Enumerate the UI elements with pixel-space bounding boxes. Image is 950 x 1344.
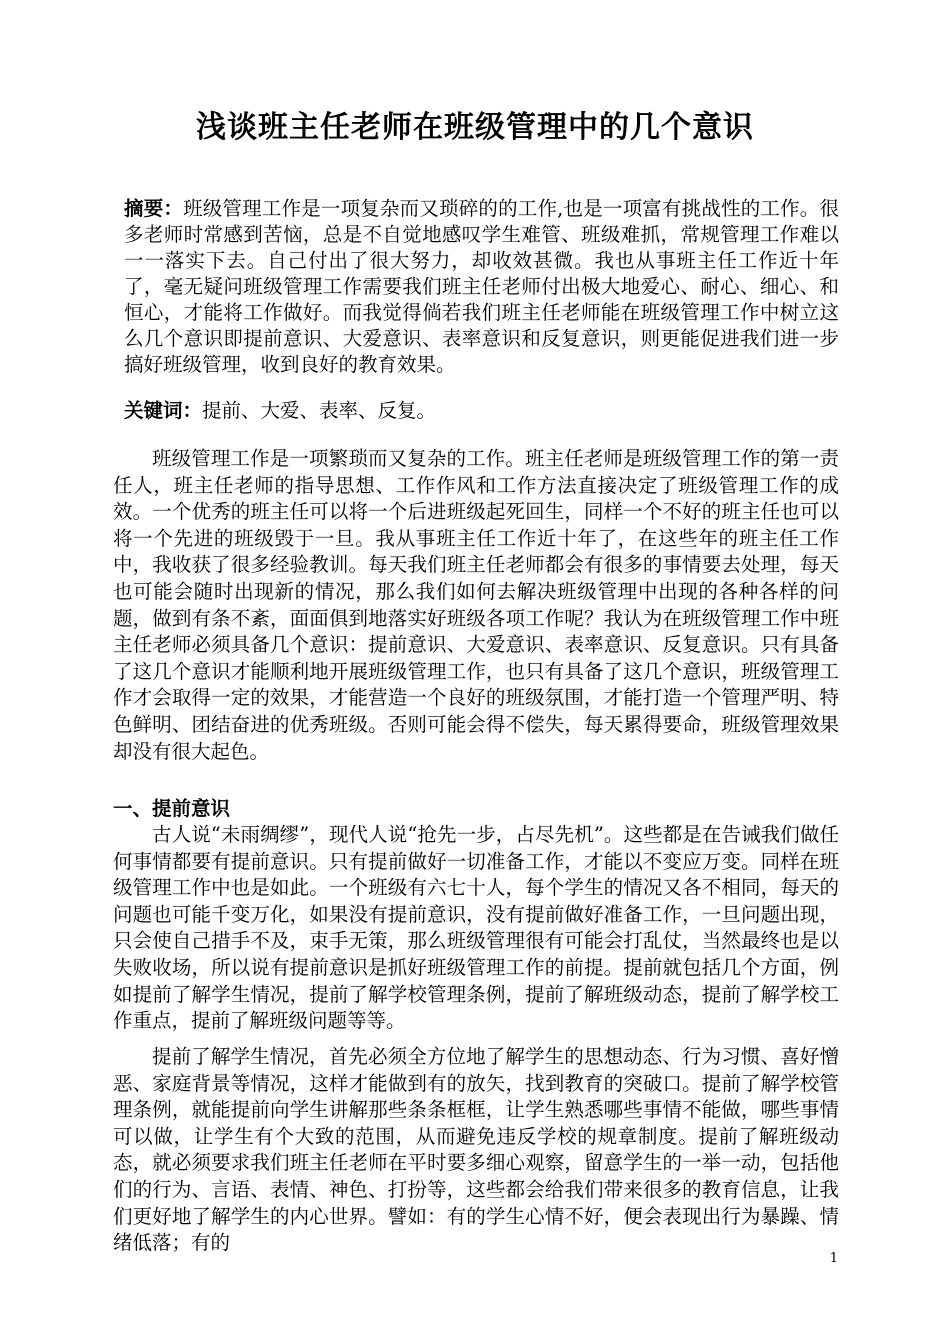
keywords-text: 提前、大爱、表率、反复。 <box>202 399 437 422</box>
page-number: 1 <box>829 1251 838 1266</box>
intro-paragraph: 班级管理工作是一项繁琐而又复杂的工作。班主任老师是班级管理工作的第一责任人，班主任老师的指导思想、工作作风和工作方法直接决定了班级管理工作的成效。一个优秀的班主任可以将一个后进班级起死回生，同样一个不好的班主任也可以将一个先进的班级毁于一旦。我从事班主任工作近十年了，在这些年的班主任工作中，我收获了很多经验教训。每天我们班主任老师都会有很多的事情要去处理，每天也可能会随时出现新的情况，那么我们如何去解决班级管理中出现的各种各样的问题，做到有条不紊，面面俱到地落实好班级各项工作呢？我认为在班级管理工作中班主任老师必须具备几个意识：提前意识、大爱意识、表率意识、反复意识。只有具备了这几个意识才能顺利地开展班级管理工作，也只有具备了这几个意识，班级管理工作才会取得一定的效果，才能营造一个良好的班级氛围，才能打造一个管理严明、特色鲜明、团结奋进的优秀班级。否则可能会得不偿失，每天累得要命，班级管理效果却没有很大起色。 <box>113 447 839 763</box>
abstract <box>124 196 839 378</box>
abstract-label: 摘要： <box>124 197 184 220</box>
section-paragraph-1: 古人说“未雨绸缪”，现代人说“抢先一步，占尽先机”。这些都是在告诫我们做任何事情都要有提前意识。只有提前做好一切准备工作，才能以不变应万变。同样在班级管理工作中也是如此。一个班级有六七十人，每个学生的情况又各不相同，每天的问题也可能千变万化，如果没有提前意识，没有提前做好准备工作，一旦问题出现，只会使自己措手不及，束手无策，那么班级管理很有可能会打乱仗，当然最终也是以失败收场，所以说有提前意识是抓好班级管理工作的前提。提前就包括几个方面，例如提前了解学生情况，提前了解学校管理条例，提前了解班级动态，提前了解学校工作重点，提前了解班级问题等等。 <box>113 823 839 1033</box>
document-title: 浅谈班主任老师在班级管理中的几个意识 <box>196 110 754 145</box>
section-paragraph-2: 提前了解学生情况，首先必须全方位地了解学生的思想动态、行为习惯、喜好憎恶、家庭背景等情况，这样才能做到有的放矢，找到教育的突破口。提前了解学校管理条例，就能提前向学生讲解那些条条框框，让学生熟悉哪些事情不能做，哪些事情可以做，让学生有个大致的范围，从而避免违反学校的规章制度。提前了解班级动态，就必须要求我们班主任老师在平时要多细心观察，留意学生的一举一动，包括他们的行为、言语、表情、神色、打扮等，这些都会给我们带来很多的教育信息，让我们更好地了解学生的内心世界。譬如：有的学生心情不好，便会表现出行为暴躁、情绪低落；有的 <box>113 1045 839 1255</box>
section-heading: 一、提前意识 <box>113 797 231 820</box>
abstract-text: 班级管理工作是一项复杂而又琐碎的的工作,也是一项富有挑战性的工作。很多老师时常感到苦恼，总是不自觉地感叹学生难管、班级难抓，常规管理工作难以一一落实下去。自己付出了很大努力，却收效甚微。我也从事班主任工作近十年了，毫无疑问班级管理工作需要我们班主任老师付出极大地爱心、耐心、细心、和恒心，才能将工作做好。而我觉得倘若我们班主任老师能在班级管理工作中树立这么几个意识即提前意识、大爱意识、表率意识和反复意识，则更能促进我们进一步搞好班级管理，收到良好的教育效果。 <box>124 197 839 376</box>
keywords <box>124 398 839 424</box>
keywords-label: 关键词： <box>124 399 203 422</box>
